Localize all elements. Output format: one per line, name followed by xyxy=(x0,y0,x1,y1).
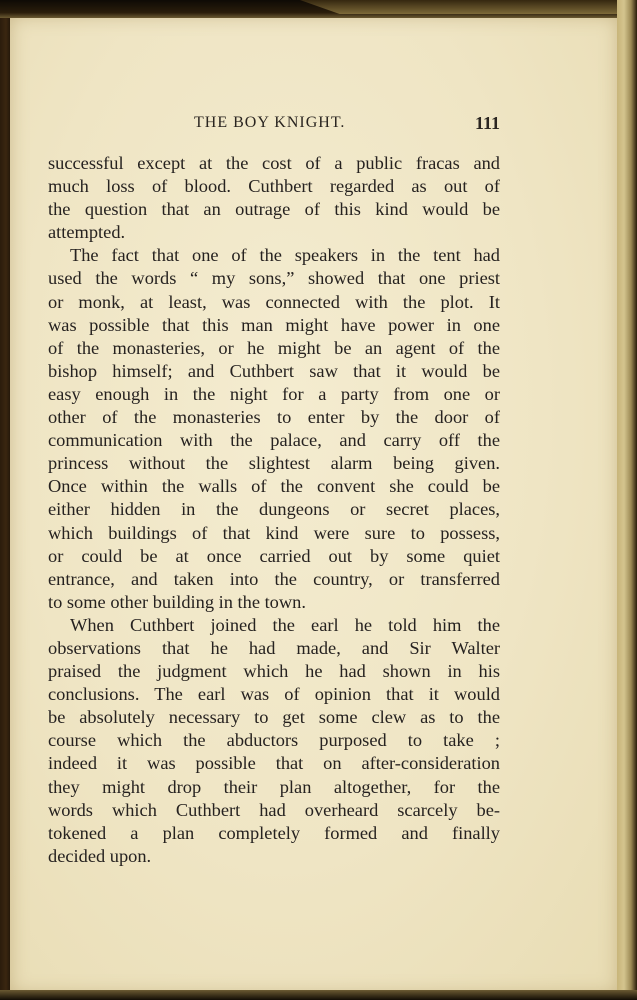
text-line: decided upon. xyxy=(48,845,152,866)
body-text xyxy=(48,152,500,868)
text-line: much loss of blood. Cuthbert regarded as out of xyxy=(48,176,500,197)
page-right-edge xyxy=(617,0,637,1000)
text-line: When Cuthbert joined the earl he told him the xyxy=(70,614,500,635)
text-line: either hidden in the dungeons or secret places, xyxy=(48,499,500,520)
text-line: be absolutely necessary to get some clew as to the xyxy=(48,707,500,728)
text-line: observations that he had made, and Sir Walter xyxy=(48,637,500,658)
text-line: indeed it was possible that on after-consideration xyxy=(48,753,500,774)
page-top-fold xyxy=(300,0,630,14)
text-line: The fact that one of the speakers in the tent had xyxy=(70,245,500,266)
text-line: used the words “ my sons,” showed that one priest xyxy=(48,268,500,289)
text-line: other of the monasteries to enter by the door of xyxy=(48,407,500,428)
text-line: conclusions. The earl was of opinion that it would xyxy=(48,684,500,705)
text-line: they might drop their plan altogether, for the xyxy=(48,776,500,797)
text-line: which buildings of that kind were sure to possess, xyxy=(48,522,500,543)
text-line: easy enough in the night for a party from one or xyxy=(48,383,500,404)
page-bottom-edge xyxy=(0,990,637,1000)
text-line: princess without the slightest alarm being given. xyxy=(48,453,500,474)
text-line: to some other building in the town. xyxy=(48,591,306,612)
text-line: tokened a plan completely formed and finally xyxy=(48,822,500,843)
text-line: of the monasteries, or he might be an agent of the xyxy=(48,337,500,358)
page-number: 111 xyxy=(474,113,500,133)
text-line: bishop himself; and Cuthbert saw that it would be xyxy=(48,360,500,381)
text-line: successful except at the cost of a public fracas and xyxy=(48,153,500,173)
text-line: praised the judgment which he had shown in his xyxy=(48,661,500,682)
text-line: the question that an outrage of this kind would be xyxy=(48,199,500,220)
running-head xyxy=(48,114,500,136)
text-line: Once within the walls of the convent she could be xyxy=(48,476,500,497)
text-line: or could be at once carried out by some quiet xyxy=(48,545,500,566)
running-title: THE BOY KNIGHT. xyxy=(194,114,346,131)
text-line: or monk, at least, was connected with the plot. It xyxy=(48,291,500,312)
text-line: communication with the palace, and carry off the xyxy=(48,430,500,451)
text-line: was possible that this man might have power in one xyxy=(48,314,500,335)
text-line: course which the abductors purposed to take ; xyxy=(48,730,500,751)
text-line: entrance, and taken into the country, or transferred xyxy=(48,568,500,589)
text-line: attempted. xyxy=(48,222,126,243)
text-line: words which Cuthbert had overheard scarcely be- xyxy=(48,799,500,820)
